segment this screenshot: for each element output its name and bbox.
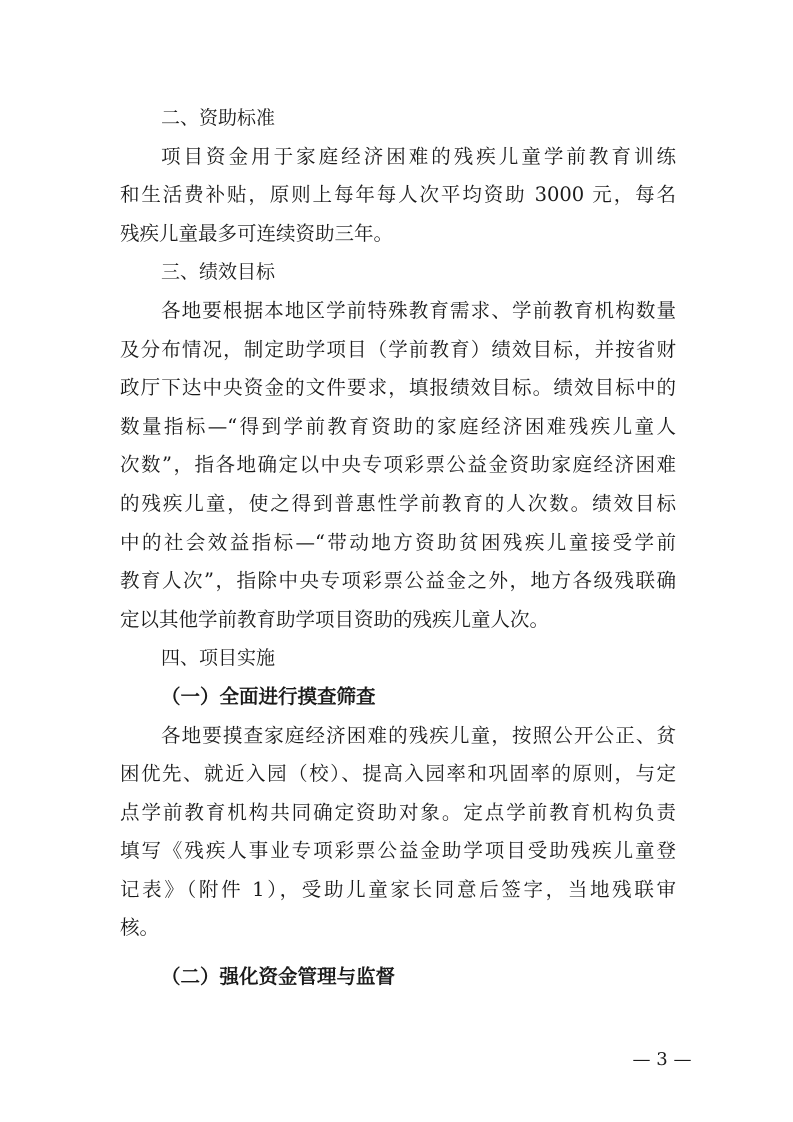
document-body [120, 99, 676, 997]
paragraph-line: 政厅下达中央资金的文件要求，填报绩效目标。绩效目标中的 [120, 376, 676, 400]
paragraph-line: 项目资金用于家庭经济困难的残疾儿童学前教育训练 [161, 144, 676, 168]
section-heading: 四、项目实施 [161, 647, 276, 670]
paragraph-line: 和生活费补贴，原则上每年每人次平均资助 3000 元，每名 [120, 183, 676, 207]
paragraph-line: 及分布情况，制定助学项目（学前教育）绩效目标，并按省财 [120, 337, 676, 361]
paragraph-line: 填写《残疾人事业专项彩票公益金助学项目受助残疾儿童登 [120, 839, 676, 863]
paragraph-line: 困优先、就近入园（校）、提高入园率和巩固率的原则，与定 [120, 762, 676, 786]
paragraph-line: 数量指标—“得到学前教育资助的家庭经济困难残疾儿童人 [120, 414, 676, 438]
paragraph-line: 记表》（附件 1），受助儿童家长同意后签字，当地残联审 [120, 877, 676, 901]
paragraph-line: 次数”，指各地确定以中央专项彩票公益金资助家庭经济困难 [120, 453, 676, 477]
section-heading: 三、绩效目标 [161, 261, 276, 284]
paragraph-line: 教育人次”，指除中央专项彩票公益金之外，地方各级残联确 [120, 569, 676, 593]
spacer [120, 948, 676, 958]
subsection-heading: （一）全面进行摸查筛查 [161, 684, 376, 708]
paragraph-line: 核。 [120, 916, 160, 940]
paragraph-line: 中的社会效益指标—“带动地方资助贫困残疾儿童接受学前 [120, 530, 676, 554]
paragraph-line: 各地要摸查家庭经济困难的残疾儿童，按照公开公正、贫 [161, 723, 676, 747]
paragraph-line: 的残疾儿童，使之得到普惠性学前教育的人次数。绩效目标 [120, 491, 676, 515]
paragraph-line: 残疾儿童最多可连续资助三年。 [120, 221, 394, 245]
paragraph-line: 点学前教育机构共同确定资助对象。定点学前教育机构负责 [120, 800, 676, 824]
page-number: — 3 — [632, 1049, 692, 1070]
paragraph-line: 定以其他学前教育助学项目资助的残疾儿童人次。 [120, 607, 550, 631]
subsection-heading: （二）强化资金管理与监督 [161, 965, 396, 989]
section-heading: 二、资助标准 [161, 107, 276, 129]
paragraph-line: 各地要根据本地区学前特殊教育需求、学前教育机构数量 [161, 298, 676, 322]
